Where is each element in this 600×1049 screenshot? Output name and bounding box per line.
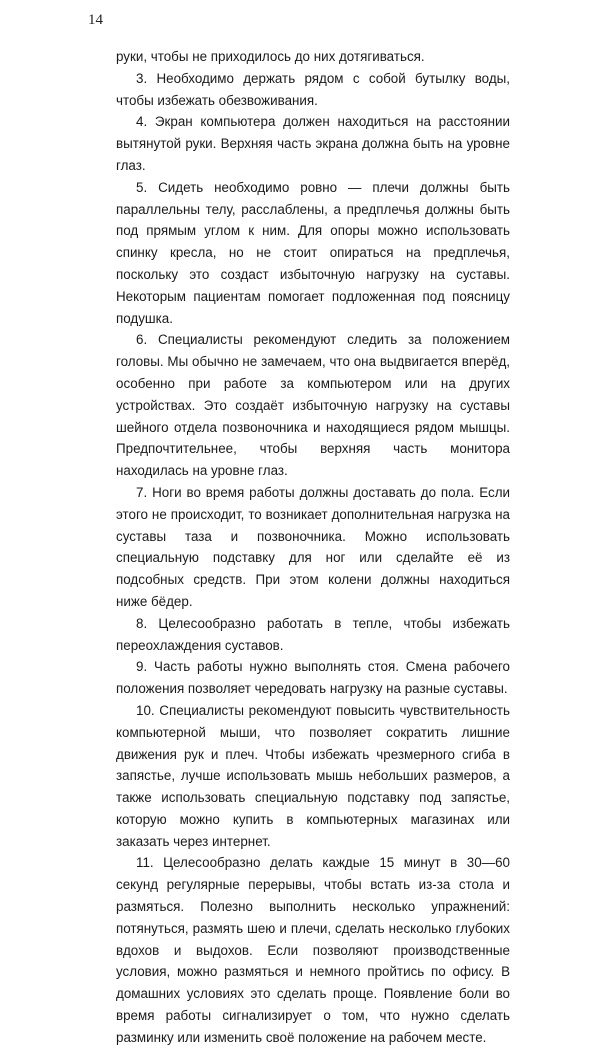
paragraph-item-10: 10. Специалисты рекомендуют повысить чувствительность компьютерной мыши, что позволяет сократить лишние движения рук и плеч. Чтобы избежать чрезмерного сгиба в запястье, лучше использовать мышь небольших размеров, а также использовать специальную подставку под запястье, которую можно купить в компьютерных магазинах или заказать через интернет. [116,702,510,849]
paragraph-item-4: 4. Экран компьютера должен находиться на расстоянии вытянутой руки. Верхняя часть экрана должна быть на уровне глаз. [116,114,510,173]
paragraph-continuation: руки, чтобы не приходилось до них дотягиваться. [116,49,425,64]
paragraph-item-3: 3. Необходимо держать рядом с собой бутылку воды, чтобы избежать обезвоживания. [116,70,510,108]
paragraph-item-8: 8. Целесообразно работать в тепле, чтобы избежать переохлаждения суставов. [116,615,510,653]
body-text [116,46,510,1049]
page-number: 14 [88,12,103,28]
paragraph-item-9: 9. Часть работы нужно выполнять стоя. Смена рабочего положения позволяет чередовать нагрузку на разные суставы. [116,659,510,697]
paragraph-item-5: 5. Сидеть необходимо ровно — плечи должны быть параллельны телу, расслаблены, а предплечья должны быть под прямым углом к ним. Для опоры можно использовать спинку кресла, но не стоит опираться на предплечья, поскольку это создаст избыточную нагрузку на суставы. Некоторым пациентам помогает подложенная под поясницу подушка. [116,179,510,326]
paragraph-item-11: 11. Целесообразно делать каждые 15 минут в 30—60 секунд регулярные перерывы, чтобы встать из-за стола и размяться. Полезно выполнить несколько упражнений: потянуться, размять шею и плечи, сделать несколько глубоких вдохов и выдохов. Если позволяют производственные условия, можно размяться и немного пройтись по офису. В домашних условиях это сделать проще. Появление боли во время работы сигнализирует о том, что нужно сделать разминку или изменить своё положение на рабочем месте. [116,855,510,1045]
paragraph-item-7: 7. Ноги во время работы должны доставать до пола. Если этого не происходит, то возникает дополнительная нагрузка на суставы таза и позвоночника. Можно использовать специальную подставку для ног или сделайте её из подсобных средств. При этом колени должны находиться ниже бёдер. [116,484,510,609]
paragraph-item-6: 6. Специалисты рекомендуют следить за положением головы. Мы обычно не замечаем, что она выдвигается вперёд, особенно при работе за компьютером или на других устройствах. Это создаёт избыточную нагрузку на суставы шейного отдела позвоночника и находящиеся рядом мышцы. Предпочтительнее, чтобы верхняя часть монитора находилась на уровне глаз. [116,332,510,479]
